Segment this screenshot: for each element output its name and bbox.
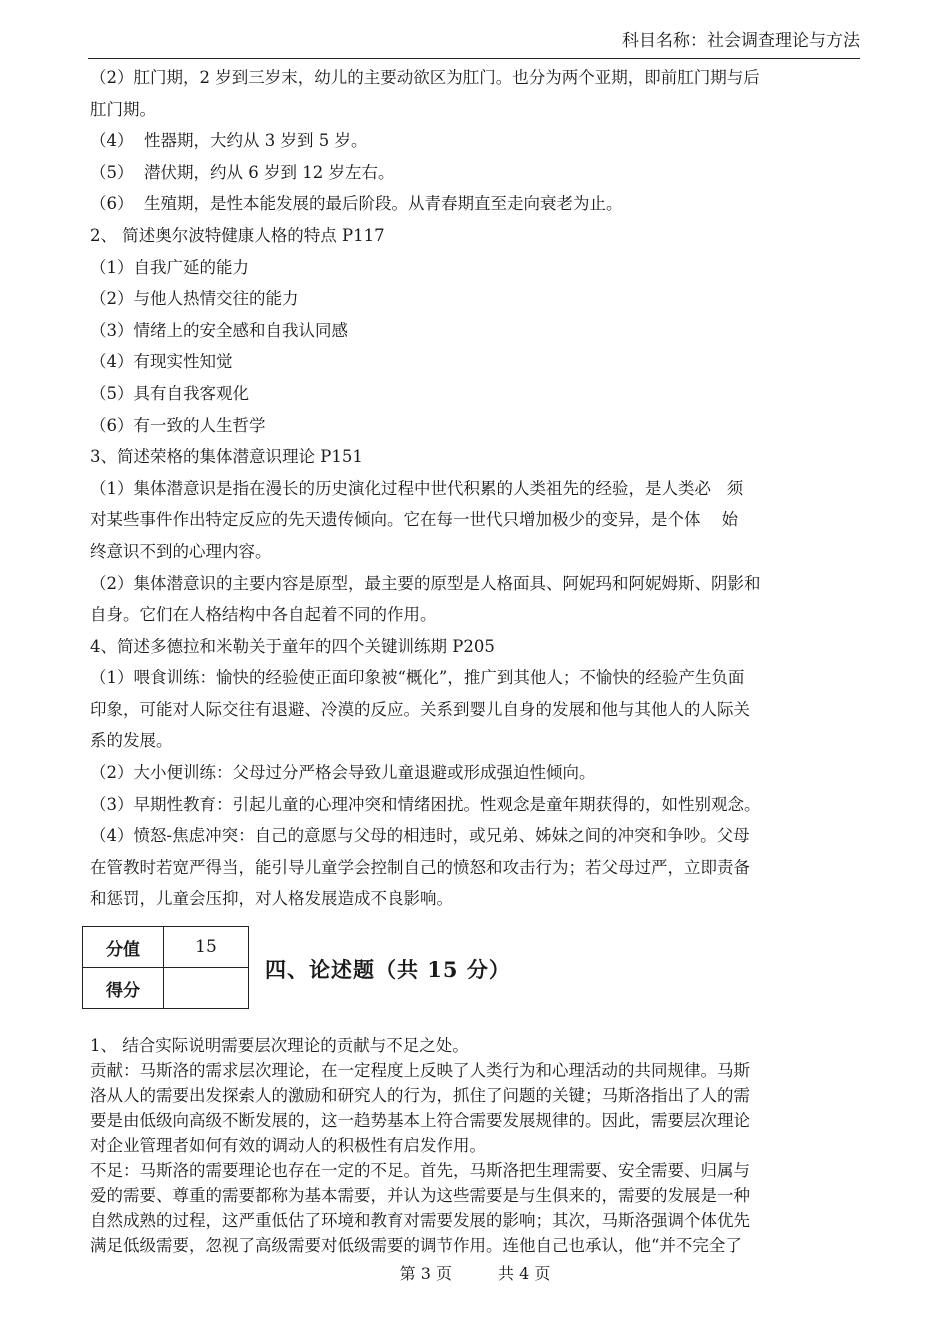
text-line: 在管教时若宽严得当，能引导儿童学会控制自己的愤怒和攻击行为；若父母过严，立即责备 (90, 857, 750, 877)
text-line: 爱的需要、尊重的需要都称为基本需要，并认为这些需要是与生俱来的，需要的发展是一种 (90, 1186, 750, 1205)
text-line: （1）喂食训练：愉快的经验使正面印象被“概化”，推广到其他人；不愉快的经验产生负面 (90, 668, 745, 688)
text-line: （2）与他人热情交往的能力 (90, 289, 299, 309)
text-line: （2）集体潜意识的主要内容是原型，最主要的原型是人格面具、阿妮玛和阿妮姆斯、阴影和 (90, 573, 761, 593)
text-line: （3）早期性教育：引起儿童的心理冲突和情绪困扰。性观念是童年期获得的，如性别观念。 (90, 794, 761, 814)
text-line: 和惩罚，儿童会压抑，对人格发展造成不良影响。 (90, 889, 453, 909)
text-line: （2）肛门期，2 岁到三岁末，幼儿的主要动欲区为肛门。也分为两个亚期，即前肛门期与后 (90, 68, 760, 87)
text-line: 不足：马斯洛的需要理论也存在一定的不足。首先，马斯洛把生理需要、安全需要、归属与 (90, 1161, 750, 1180)
text-line: （1）自我广延的能力 (90, 257, 249, 277)
text-line: 贡献：马斯洛的需求层次理论，在一定程度上反映了人类行为和心理活动的共同规律。马斯 (90, 1061, 750, 1080)
score-label: 得分 (83, 968, 164, 1009)
text-line: （6）有一致的人生哲学 (90, 415, 266, 435)
section-title: 四、论述题（共 15 分） (265, 957, 511, 982)
text-line: （5） 潜伏期，约从 6 岁到 12 岁左右。 (90, 162, 395, 182)
text-line: （5）具有自我客观化 (90, 383, 249, 403)
score-cell (164, 968, 249, 1009)
text-line: 肛门期。 (90, 99, 156, 119)
essay-question: 1、 结合实际说明需要层次理论的贡献与不足之处。 (90, 1036, 469, 1055)
text-line: （3）情绪上的安全感和自我认同感 (90, 320, 348, 340)
text-line: 对企业管理者如何有效的调动人的积极性有启发作用。 (90, 1136, 486, 1155)
text-line: （4）愤怒-焦虑冲突：自己的意愿与父母的相违时，或兄弟、姊妹之间的冲突和争吵。父母 (90, 826, 750, 846)
text-line: 系的发展。 (90, 731, 173, 751)
text-line: （4） 性器期，大约从 3 岁到 5 岁。 (90, 131, 368, 151)
page-header (88, 30, 860, 52)
header-divider (88, 58, 860, 59)
essay-body (90, 1033, 865, 1258)
value-cell: 15 (164, 927, 249, 968)
value-label: 分值 (83, 927, 164, 968)
text-line: 终意识不到的心理内容。 (90, 541, 272, 561)
question-heading: 3、简述荣格的集体潜意识理论 P151 (90, 447, 363, 467)
question-heading: 4、简述多德拉和米勒关于童年的四个关键训练期 P205 (90, 636, 495, 656)
text-line: （4）有现实性知觉 (90, 352, 233, 372)
text-line: （1）集体潜意识是指在漫长的历史演化过程中世代积累的人类祖先的经验，是人类必 须 (90, 478, 744, 498)
text-line: 自然成熟的过程，这严重低估了环境和教育对需要发展的影响；其次，马斯洛强调个体优先 (90, 1211, 750, 1230)
text-line: 对某些事件作出特定反应的先天遗传倾向。它在每一世代只增加极少的变异，是个体 始 (90, 510, 738, 530)
page-total: 共 4 页 (498, 1264, 551, 1283)
score-table (82, 926, 249, 1009)
text-line: （2）大小便训练：父母过分严格会导致儿童退避或形成强迫性倾向。 (90, 763, 596, 783)
text-line: 要是由低级向高级不断发展的，这一趋势基本上符合需要发展规律的。因此，需要层次理论 (90, 1111, 750, 1130)
text-line: 满足低级需要，忽视了高级需要对低级需要的调节作用。连他自己也承认，他“并不完全了 (90, 1236, 742, 1255)
text-line: 自身。它们在人格结构中各自起着不同的作用。 (90, 605, 437, 625)
subject-name: 科目名称：社会调查理论与方法 (622, 31, 860, 51)
answer-body (90, 62, 865, 915)
page-footer (0, 1263, 950, 1285)
text-line: 洛从人的需要出发探索人的激励和研究人的行为，抓住了问题的关键；马斯洛指出了人的需 (90, 1086, 750, 1105)
text-line: 印象，可能对人际交往有退避、冷漠的反应。关系到婴儿自身的发展和他与其他人的人际关 (90, 699, 750, 719)
page-number: 第 3 页 (399, 1264, 452, 1283)
text-line: （6） 生殖期，是性本能发展的最后阶段。从青春期直至走向衰老为止。 (90, 194, 623, 214)
question-heading: 2、 简述奥尔波特健康人格的特点 P117 (90, 225, 385, 245)
